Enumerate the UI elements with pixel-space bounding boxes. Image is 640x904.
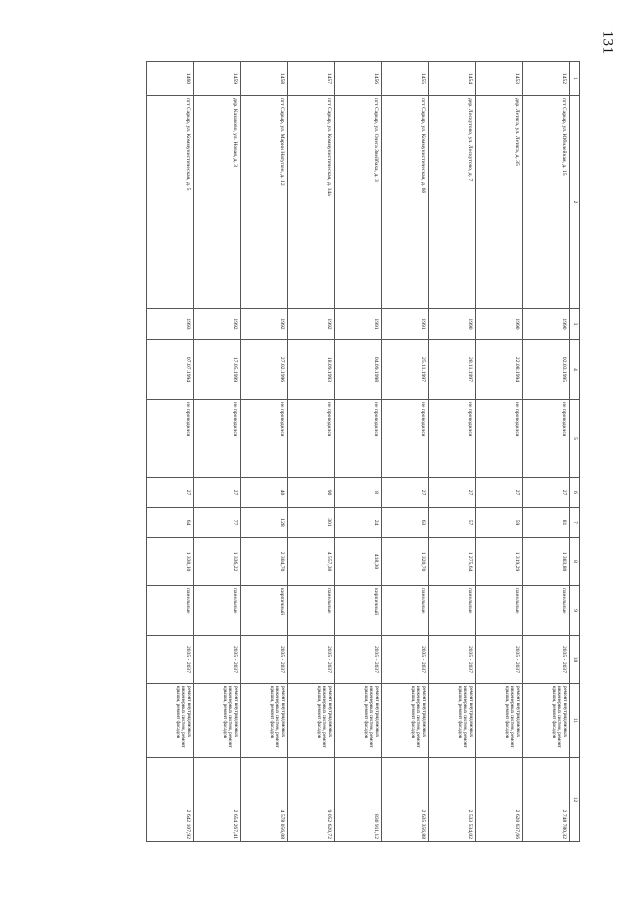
build-year-cell: 1992 xyxy=(241,309,288,340)
row-number-cell: 1460 xyxy=(147,62,194,96)
repair-status-cell: не проводился xyxy=(335,400,382,478)
row-number-cell: 1453 xyxy=(476,62,523,96)
repair-status-cell: не проводился xyxy=(382,400,429,478)
repair-period-cell: 2035 - 2037 xyxy=(241,636,288,684)
table-row xyxy=(523,62,570,842)
column-7-cell: 77 xyxy=(194,508,241,538)
repair-status-cell: не проводился xyxy=(523,400,570,478)
work-types-cell: ремонт внутридомовых инженерных систем, ремонт крыши, ремонт фасадов xyxy=(476,684,523,758)
area-cell: 1 336,22 xyxy=(194,538,241,586)
cost-cell: 2 635 356,88 xyxy=(382,758,429,842)
area-cell: 1 319,29 xyxy=(476,538,523,586)
wall-material-cell: кирпичный xyxy=(241,586,288,636)
housing-repair-table xyxy=(146,61,580,842)
repair-status-cell: не проводился xyxy=(147,400,194,478)
work-types-cell: ремонт внутридомовых инженерных систем, ремонт крыши, ремонт фасадов xyxy=(288,684,335,758)
date-cell: 02.03.1995 xyxy=(523,340,570,400)
address-cell: дер. Лоскутово, ул. Лоскутово, д. 7 xyxy=(429,96,476,309)
column-header: 9 xyxy=(570,586,580,636)
build-year-cell: 1990 xyxy=(429,309,476,340)
repair-status-cell: не проводился xyxy=(288,400,335,478)
repair-period-cell: 2035 - 2037 xyxy=(194,636,241,684)
table-row xyxy=(241,62,288,842)
address-cell: дер. Летяга, ул. Летяга, д. 35 xyxy=(476,96,523,309)
header-row xyxy=(570,62,580,842)
date-cell: 07.07.1994 xyxy=(147,340,194,400)
date-cell: 25.11.1997 xyxy=(382,340,429,400)
date-cell: 17.05.1999 xyxy=(194,340,241,400)
column-7-cell: 128 xyxy=(241,508,288,538)
column-7-cell: 59 xyxy=(476,508,523,538)
work-types-cell: ремонт внутридомовых инженерных систем, ремонт крыши, ремонт фасадов xyxy=(335,684,382,758)
column-header: 4 xyxy=(570,340,580,400)
address-cell: пгт Сарыр, ул. Юбилейная, д. 15 xyxy=(523,96,570,309)
build-year-cell: 1990 xyxy=(523,309,570,340)
wall-material-cell: панельные xyxy=(147,586,194,636)
wall-material-cell: панельные xyxy=(523,586,570,636)
cost-cell: 830 911,12 xyxy=(335,758,382,842)
work-types-cell: ремонт внутридомовых инженерных систем, ремонт крыши, ремонт фасадов xyxy=(147,684,194,758)
date-cell: 28.11.1997 xyxy=(429,340,476,400)
cost-cell: 2 642 107,92 xyxy=(147,758,194,842)
repair-period-cell: 2035 - 2037 xyxy=(476,636,523,684)
cost-cell: 2 748 780,32 xyxy=(523,758,570,842)
column-6-cell: 27 xyxy=(429,478,476,508)
column-header: 8 xyxy=(570,538,580,586)
column-6-cell: 27 xyxy=(194,478,241,508)
repair-status-cell: не проводился xyxy=(241,400,288,478)
column-6-cell: 90 xyxy=(288,478,335,508)
column-6-cell: 27 xyxy=(382,478,429,508)
column-header: 10 xyxy=(570,636,580,684)
table-row xyxy=(147,62,194,842)
column-header: 12 xyxy=(570,758,580,842)
table-row xyxy=(476,62,523,842)
work-types-cell: ремонт внутридомовых инженерных систем, ремонт крыши, ремонт фасадов xyxy=(429,684,476,758)
wall-material-cell: панельные xyxy=(288,586,335,636)
wall-material-cell: кирпичный xyxy=(335,586,382,636)
repair-period-cell: 2035 - 2037 xyxy=(147,636,194,684)
date-cell: 22.08.1994 xyxy=(476,340,523,400)
row-number-cell: 1454 xyxy=(429,62,476,96)
work-types-cell: ремонт внутридомовых инженерных систем, ремонт крыши, ремонт фасадов xyxy=(523,684,570,758)
column-header: 1 xyxy=(570,62,580,96)
column-header: 7 xyxy=(570,508,580,538)
work-types-cell: ремонт внутридомовых инженерных систем, ремонт крыши, ремонт фасадов xyxy=(241,684,288,758)
build-year-cell: 1991 xyxy=(335,309,382,340)
area-cell: 1 275,64 xyxy=(429,538,476,586)
table-row xyxy=(335,62,382,842)
address-cell: дер. Казаково, ул. Новая, д. 3 xyxy=(194,96,241,309)
repair-status-cell: не проводился xyxy=(194,400,241,478)
work-types-cell: ремонт внутридомовых инженерных систем, ремонт крыши, ремонт фасадов xyxy=(194,684,241,758)
date-cell: 18.09.1993 xyxy=(288,340,335,400)
address-cell: пгт Сарыр, ул. Коммунистическая, д. 5 xyxy=(147,96,194,309)
work-types-cell: ремонт внутридомовых инженерных систем, ремонт крыши, ремонт фасадов xyxy=(382,684,429,758)
area-cell: 4 557,30 xyxy=(288,538,335,586)
table-row xyxy=(382,62,429,842)
column-7-cell: 63 xyxy=(382,508,429,538)
repair-status-cell: не проводился xyxy=(429,400,476,478)
area-cell: 2 304,70 xyxy=(241,538,288,586)
table-body xyxy=(147,62,570,842)
date-cell: 04.09.1998 xyxy=(335,340,382,400)
wall-material-cell: панельные xyxy=(382,586,429,636)
column-header: 3 xyxy=(570,309,580,340)
wall-material-cell: панельные xyxy=(429,586,476,636)
column-7-cell: 64 xyxy=(147,508,194,538)
table-row xyxy=(288,62,335,842)
repair-period-cell: 2035 - 2037 xyxy=(429,636,476,684)
row-number-cell: 1458 xyxy=(241,62,288,96)
cost-cell: 4 578 056,08 xyxy=(241,758,288,842)
cost-cell: 2 620 637,66 xyxy=(476,758,523,842)
repair-period-cell: 2035 - 2037 xyxy=(288,636,335,684)
column-header: 6 xyxy=(570,478,580,508)
column-6-cell: 40 xyxy=(241,478,288,508)
wall-material-cell: панельные xyxy=(476,586,523,636)
build-year-cell: 1992 xyxy=(288,309,335,340)
address-cell: пгт Сарыр, ул. Олега Звейбаха, д. 3 xyxy=(335,96,382,309)
address-cell: пгт Сарыр, ул. Коммунистическая, д. 14а xyxy=(288,96,335,309)
address-cell: пгт Сарыр, ул. Коммунистическая, д. 6б xyxy=(382,96,429,309)
date-cell: 27.02.1996 xyxy=(241,340,288,400)
repair-period-cell: 2035 - 2037 xyxy=(382,636,429,684)
table-row xyxy=(194,62,241,842)
cost-cell: 2 533 534,02 xyxy=(429,758,476,842)
row-number-cell: 1457 xyxy=(288,62,335,96)
build-year-cell: 1993 xyxy=(147,309,194,340)
column-7-cell: 301 xyxy=(288,508,335,538)
column-6-cell: 27 xyxy=(476,478,523,508)
repair-status-cell: не проводился xyxy=(476,400,523,478)
column-6-cell: 27 xyxy=(147,478,194,508)
area-cell: 1 330,10 xyxy=(147,538,194,586)
rotated-table-container xyxy=(120,61,580,841)
build-year-cell: 1991 xyxy=(382,309,429,340)
row-number-cell: 1452 xyxy=(523,62,570,96)
page-number: 131 xyxy=(599,30,616,55)
row-number-cell: 1456 xyxy=(335,62,382,96)
area-cell: 418,30 xyxy=(335,538,382,586)
column-6-cell: 8 xyxy=(335,478,382,508)
build-year-cell: 1992 xyxy=(194,309,241,340)
repair-period-cell: 2035 - 2037 xyxy=(335,636,382,684)
column-7-cell: 81 xyxy=(523,508,570,538)
column-header: 5 xyxy=(570,400,580,478)
cost-cell: 9 052 620,72 xyxy=(288,758,335,842)
column-header: 2 xyxy=(570,96,580,309)
repair-period-cell: 2035 - 2037 xyxy=(523,636,570,684)
build-year-cell: 1990 xyxy=(476,309,523,340)
table-row xyxy=(429,62,476,842)
row-number-cell: 1455 xyxy=(382,62,429,96)
wall-material-cell: панельные xyxy=(194,586,241,636)
row-number-cell: 1459 xyxy=(194,62,241,96)
area-cell: 1 320,70 xyxy=(382,538,429,586)
column-7-cell: 57 xyxy=(429,508,476,538)
column-7-cell: 24 xyxy=(335,508,382,538)
address-cell: пгт Сарыр, ул. Марии Натупон, д. 12 xyxy=(241,96,288,309)
column-6-cell: 27 xyxy=(523,478,570,508)
cost-cell: 2 654 267,41 xyxy=(194,758,241,842)
column-header: 11 xyxy=(570,684,580,758)
area-cell: 1 383,80 xyxy=(523,538,570,586)
